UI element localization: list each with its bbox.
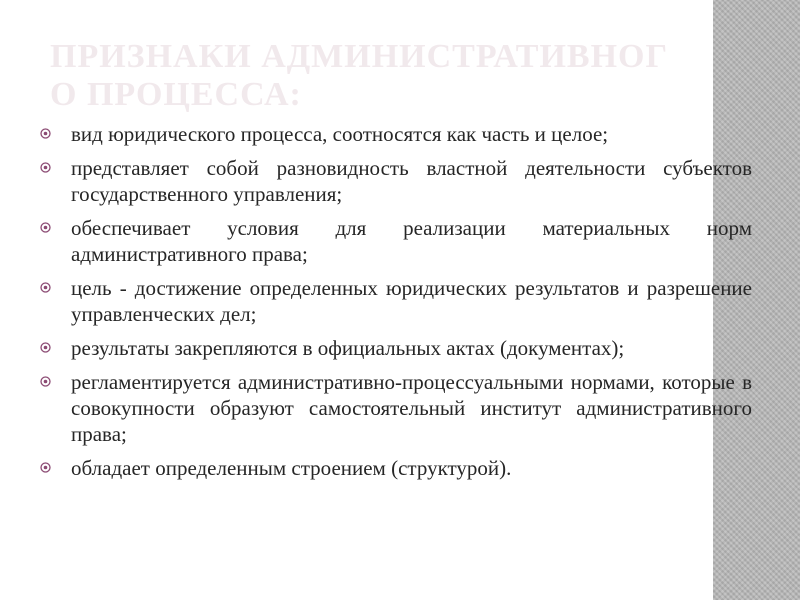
- circle-dot-bullet-icon: [40, 376, 51, 387]
- bullet-text: регламентируется административно-процессуальными нормами, которые в совокупности образуют самостоятельный институт административного права;: [71, 370, 752, 446]
- bullet-text: вид юридического процесса, соотносятся как часть и целое;: [71, 122, 609, 146]
- bullet-text: обеспечивает условия для реализации материальных норм административного права;: [71, 216, 752, 266]
- circle-dot-bullet-icon: [40, 342, 51, 353]
- circle-dot-bullet-icon: [40, 162, 51, 173]
- circle-dot-bullet-icon: [40, 282, 51, 293]
- bullet-list: [40, 121, 752, 489]
- bullet-text: результаты закрепляются в официальных актах (документах);: [71, 336, 625, 360]
- bullet-item: [40, 335, 752, 361]
- bullet-text: представляет собой разновидность властной деятельности субъектов государственного управления;: [71, 156, 752, 206]
- bullet-item: [40, 215, 752, 267]
- slide-title: ПРИЗНАКИ АДМИНИСТРАТИВНОГО ПРОЦЕССА:: [50, 38, 669, 113]
- circle-dot-bullet-icon: [40, 222, 51, 233]
- bullet-text: цель - достижение определенных юридических результатов и разрешение управленческих дел;: [71, 276, 752, 326]
- bullet-item: [40, 369, 752, 447]
- bullet-text: обладает определенным строением (структурой).: [71, 456, 512, 480]
- circle-dot-bullet-icon: [40, 462, 51, 473]
- bullet-item: [40, 455, 752, 481]
- bullet-item: [40, 121, 752, 147]
- bullet-item: [40, 155, 752, 207]
- bullet-item: [40, 275, 752, 327]
- circle-dot-bullet-icon: [40, 128, 51, 139]
